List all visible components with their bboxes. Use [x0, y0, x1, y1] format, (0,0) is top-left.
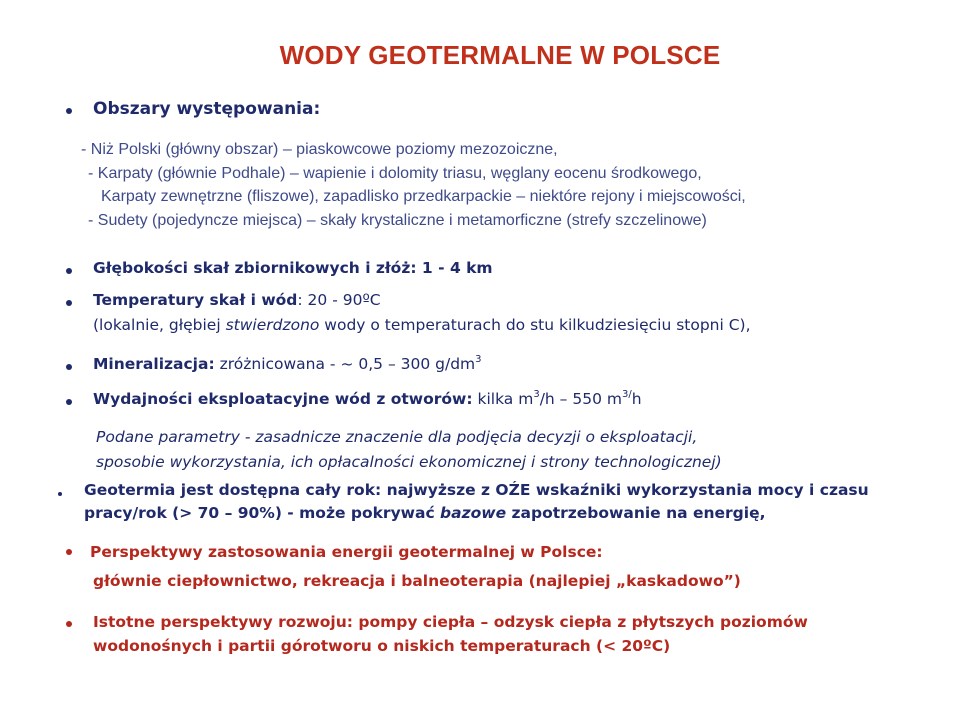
bullet-icon — [66, 364, 72, 370]
temperature-line — [93, 291, 381, 309]
temperature-note-text: (lokalnie, głębiej — [93, 316, 226, 334]
prospects-heading: Perspektywy zastosowania energii geotermalnej w Polsce: — [90, 543, 603, 561]
yields-label: Wydajności eksploatacyjne wód z otworów: — [93, 390, 473, 408]
temperature-label: Temperatury skał i wód — [93, 291, 298, 309]
areas-line: - Niż Polski (główny obszar) – piaskowcowe poziomy mezozoiczne, — [81, 141, 558, 158]
yields-line — [93, 390, 642, 408]
geothermia-italic: bazowe — [440, 504, 507, 522]
bullet-icon — [66, 268, 72, 274]
geothermia-text: zapotrzebowanie na energię, — [506, 504, 766, 522]
superscript: 3/ — [621, 389, 632, 400]
geothermia-text: pracy/rok (> 70 – 90%) - może pokrywać — [84, 504, 441, 522]
mineralization-line — [93, 355, 482, 373]
geothermia-line: Geotermia jest dostępna cały rok: najwyższe z OŹE wskaźniki wykorzystania mocy i czasu — [84, 481, 869, 499]
areas-line: - Sudety (pojedyncze miejsca) – skały krystaliczne i metamorficzne (strefy szczelinowe) — [88, 212, 707, 229]
temperature-note-text: wody o temperaturach do stu kilkudziesięciu stopni C), — [319, 316, 751, 334]
geothermia-line — [84, 504, 765, 522]
areas-line: Karpaty zewnętrzne (fliszowe), zapadlisko przedkarpackie – niektóre rejony i miejscowości, — [101, 188, 746, 205]
mineralization-value: zróżnicowana - ~ 0,5 – 300 g/dm — [214, 355, 476, 373]
params-line: sposobie wykorzystania, ich opłacalności ekonomicznej i strony technologicznej) — [96, 453, 722, 471]
temperature-note-italic: stwierdzono — [225, 316, 320, 334]
page-title: WODY GEOTERMALNE W POLSCE — [279, 40, 721, 70]
temperature-note — [93, 316, 751, 334]
bullet-icon — [58, 492, 62, 496]
temperature-value: : 20 - 90ºC — [297, 291, 381, 309]
bullet-icon — [66, 300, 72, 306]
bullet-icon — [66, 399, 72, 405]
depths-text: Głębokości skał zbiornikowych i złóż: 1 - 4 km — [93, 259, 493, 277]
bullet-icon — [66, 549, 72, 555]
params-line: Podane parametry - zasadnicze znaczenie dla podjęcia decyzji o eksploatacji, — [96, 428, 698, 446]
areas-heading: Obszary występowania: — [93, 99, 321, 119]
areas-line: - Karpaty (głównie Podhale) – wapienie i dolomity triasu, węglany eocenu środkowego, — [88, 165, 702, 182]
superscript: 3 — [533, 389, 540, 400]
yields-value: h — [631, 390, 642, 408]
bullet-icon — [66, 621, 72, 627]
bullet-icon — [66, 108, 72, 114]
superscript: 3 — [475, 354, 482, 365]
development-line: wodonośnych i partii górotworu o niskich temperaturach (< 20ºC) — [93, 637, 671, 655]
mineralization-label: Mineralizacja: — [93, 355, 215, 373]
prospects-line: głównie ciepłownictwo, rekreacja i balneoterapia (najlepiej „kaskadowo”) — [93, 572, 741, 590]
development-line: Istotne perspektywy rozwoju: pompy ciepła – odzysk ciepła z płytszych poziomów — [93, 613, 808, 631]
yields-value: /h – 550 m — [539, 390, 622, 408]
yields-value: kilka m — [472, 390, 534, 408]
